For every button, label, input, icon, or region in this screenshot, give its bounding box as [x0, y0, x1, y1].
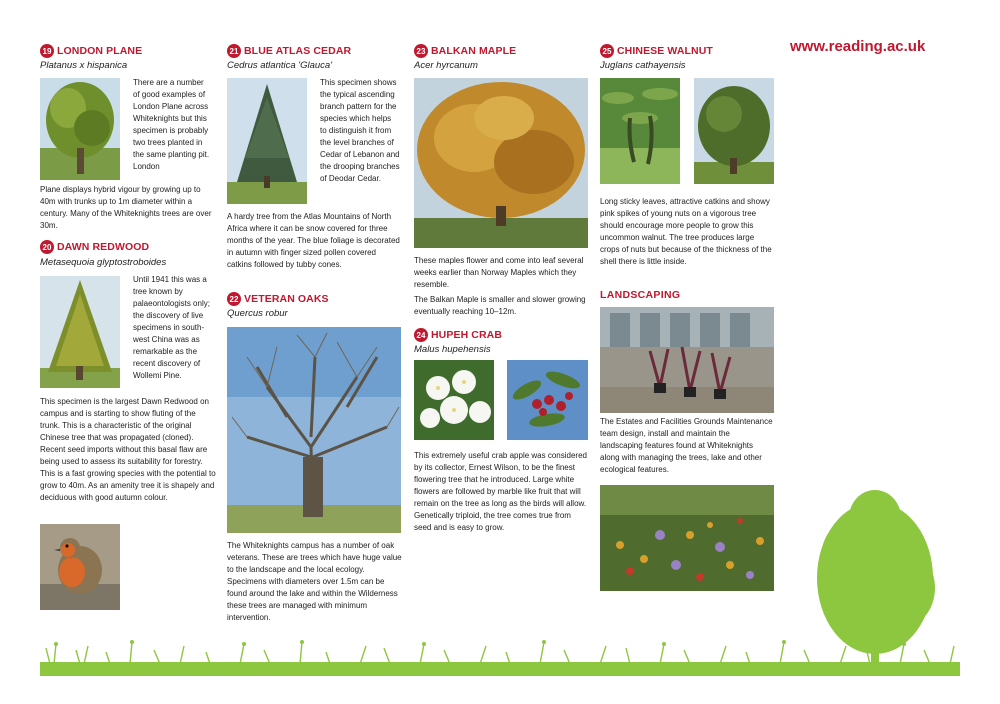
heading-text: BALKAN MAPLE — [431, 45, 517, 57]
blue-atlas-cedar-photo — [227, 78, 307, 204]
london-plane-text: Plane displays hybrid vigour by growing up to 40m with trunks up to 1m diameter within a century. Many of the Whiteknights trees are over 30m. — [40, 185, 212, 230]
balkan-maple-photo — [414, 78, 588, 248]
heading-text: VETERAN OAKS — [244, 293, 329, 305]
heading-text: DAWN REDWOOD — [57, 241, 150, 253]
landscaping-heading: LANDSCAPING — [600, 289, 681, 301]
crab-fruit-photo — [507, 360, 588, 440]
chinese-walnut-text: Long sticky leaves, attractive catkins and showy pink spikes of young nuts on a vigorous tree should encourage more people to grow this uncommon walnut. The tree produces large crops of nuts but because of the thickness of the shell there is little inside. — [600, 197, 772, 266]
walnut-catkins-photo — [600, 78, 680, 184]
dawn-redwood-heading — [40, 240, 149, 254]
heading-text: LONDON PLANE — [57, 45, 143, 57]
hupeh-crab-heading — [414, 328, 502, 342]
number-badge: 20 — [40, 240, 54, 254]
latin-name: Juglans cathayensis — [600, 60, 686, 71]
heading-text: HUPEH CRAB — [431, 329, 503, 341]
number-badge: 22 — [227, 292, 241, 306]
crab-flowers-photo — [414, 360, 494, 440]
landscaping-planters-photo — [600, 307, 774, 413]
latin-name: Metasequoia glyptostroboides — [40, 257, 167, 268]
chinese-walnut-heading — [600, 44, 713, 58]
robin-photo — [40, 524, 120, 610]
veteran-oaks-text: The Whiteknights campus has a number of oak veterans. These are trees which have huge value to the landscape and the local ecology. Specimens with diameters over 1.5m can be found around the lake and within the Wilderness these trees are managed with minimum intervention. — [227, 541, 402, 622]
balkan-maple-text-1: These maples flower and come into leaf several weeks earlier than Norway Maples which they resemble. — [414, 256, 584, 289]
landscaping-text: The Estates and Facilities Grounds Maintenance team design, install and maintain the landscaping features found at Whiteknights along with managing the trees, lake and other ecological features. — [600, 417, 773, 474]
london-plane-heading — [40, 44, 142, 58]
latin-name: Acer hyrcanum — [414, 60, 478, 71]
dawn-redwood-photo — [40, 276, 120, 388]
veteran-oaks-heading — [227, 292, 329, 306]
london-plane-side-text: There are a number of good examples of London Plane across Whiteknights but this specimen is probably two trees planted in the same planting pit. London — [133, 78, 210, 171]
latin-name: Platanus x hispanica — [40, 60, 128, 71]
grass-border — [40, 634, 960, 676]
balkan-maple-heading — [414, 44, 516, 58]
blue-atlas-cedar-heading — [227, 44, 351, 58]
landscaping-flowers-photo — [600, 485, 774, 591]
number-badge: 24 — [414, 328, 428, 342]
hupeh-crab-text: This extremely useful crab apple was considered by its collector, Ernest Wilson, to be the finest flowering tree that he introduced. Large white flowers are followed by marble like fruit that will remain on the tree as long as the birds will allow. Genetically triploid, the tree comes true from seed and is easy to grow. — [414, 451, 587, 532]
cedar-text: A hardy tree from the Atlas Mountains of North Africa where it can be snow covered for three months of the year. The blue foliage is decorated in autumn with finger sized pollen covered catkins followed by tubby cones. — [227, 212, 400, 269]
balkan-maple-text-2: The Balkan Maple is smaller and slower growing eventually reaching 10–12m. — [414, 295, 586, 316]
latin-name: Malus hupehensis — [414, 344, 491, 355]
cedar-side-text: This specimen shows the typical ascending branch pattern for the species which helps to distinguish it from the level branches of Cedar of Lebanon and the drooping branches of Deodar Cedar. — [320, 78, 400, 183]
heading-text: CHINESE WALNUT — [617, 45, 713, 57]
heading-text: BLUE ATLAS CEDAR — [244, 45, 352, 57]
latin-name: Quercus robur — [227, 308, 288, 319]
number-badge: 19 — [40, 44, 54, 58]
walnut-tree-photo — [694, 78, 774, 184]
dawn-redwood-side-text: Until 1941 this was a tree known by palaeontologists only; the discovery of live specimens in south-west China was as remarkable as the recent discovery of Wollemi Pine. — [133, 275, 210, 380]
number-badge: 23 — [414, 44, 428, 58]
website-url[interactable]: www.reading.ac.uk — [790, 38, 926, 55]
dawn-redwood-text: This specimen is the largest Dawn Redwood on campus and is starting to show fluting of the trunk. This is a characteristic of the original Chinese tree that was propagated (cloned). Recent seed imports without this basal flaw are being used to assess its suitability for forestry. This is a fast growing species with the potential to grow to 40m. As an amenity tree it is shapely and deciduous with good autumn colour. — [40, 397, 216, 502]
latin-name: Cedrus atlantica 'Glauca' — [227, 60, 333, 71]
number-badge: 25 — [600, 44, 614, 58]
london-plane-photo — [40, 78, 120, 180]
veteran-oaks-photo — [227, 327, 401, 533]
number-badge: 21 — [227, 44, 241, 58]
